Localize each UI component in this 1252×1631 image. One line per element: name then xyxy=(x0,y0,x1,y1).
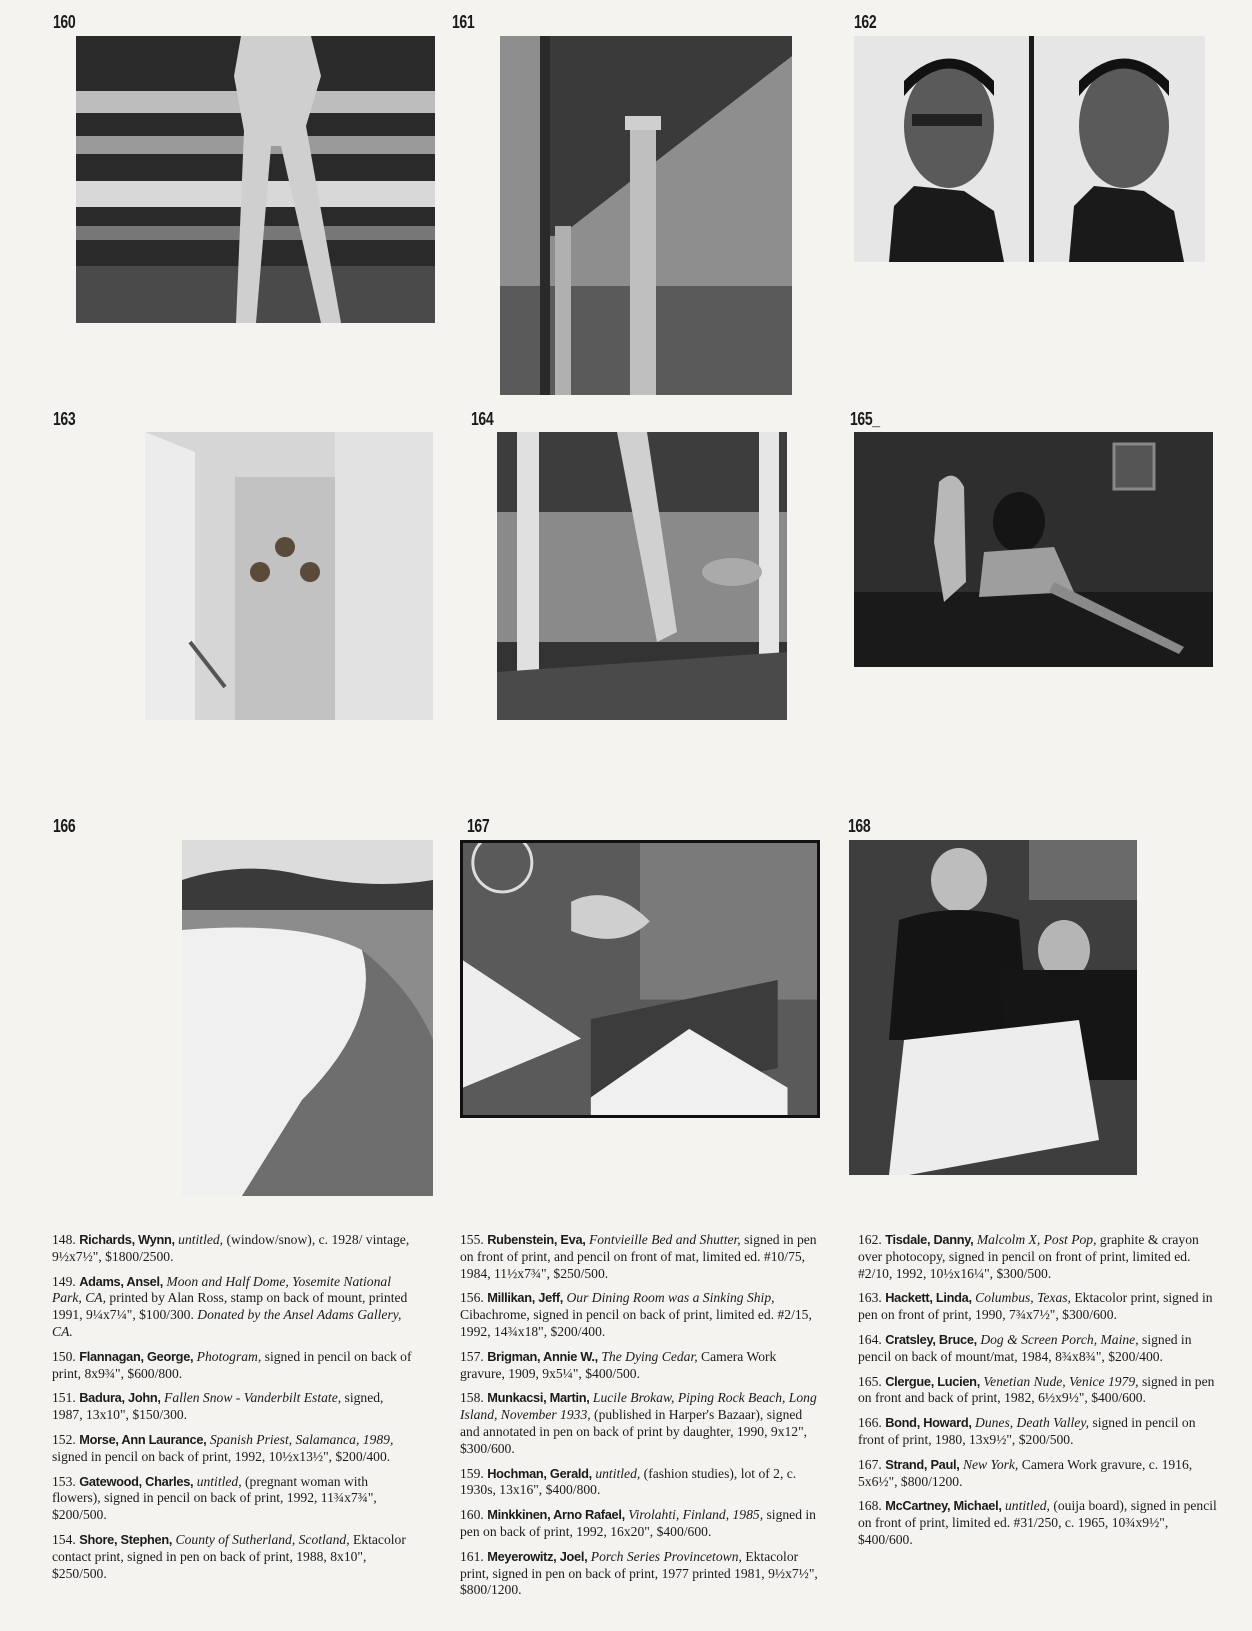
lot-entry: 164. Cratsley, Bruce, Dog & Screen Porch, Maine, signed in pencil on back of mount/mat, 1984, 8¾x8¾", $200/400. xyxy=(858,1331,1192,1364)
lot-entry: 165. Clergue, Lucien, Venetian Nude, Venice 1979, signed in pen on front and back of print, 1982, 6½x9½", $400/600. xyxy=(858,1373,1215,1406)
lot-number-162: 162 xyxy=(854,12,877,32)
lot-entry: 158. Munkacsi, Martin, Lucile Brokaw, Piping Rock Beach, Long Island, November 1933, (published in Harper's Bazaar), signed and annotated in pen on back of print by daughter, 1990, 9x12", $300/600. xyxy=(460,1390,817,1456)
lot-entry: 150. Flannagan, George, Photogram, signed in pencil on back of print, 8x9¾", $600/800. xyxy=(52,1348,412,1381)
lot-entry: 168. McCartney, Michael, untitled, (ouija board), signed in pencil on front of print, limited ed. #31/250, c. 1965, 10¾x9½", $400/600. xyxy=(858,1498,1217,1547)
lot-entry: 148. Richards, Wynn, untitled, (window/snow), c. 1928/ vintage, 9½x7½", $1800/2500. xyxy=(52,1232,410,1264)
lot-entry: 154. Shore, Stephen, County of Sutherland, Scotland, Ektacolor contact print, signed in pen on back of print, 1988, 8x10", $250/500. xyxy=(52,1531,406,1581)
lot-entry: 157. Brigman, Annie W., The Dying Cedar, Camera Work gravure, 1909, 9x5¼", $400/500. xyxy=(460,1348,777,1381)
lot-entry: 162. Tisdale, Danny, Malcolm X, Post Pop, graphite & crayon over photocopy, signed in pencil on front of print, limited ed. #2/10, 1992, 10½x16¼", $300/500. xyxy=(858,1232,1199,1281)
screen-porch-deer-photo xyxy=(497,432,787,720)
snow-rooftop-photo xyxy=(460,840,820,1118)
lot-entry: 149. Adams, Ansel, Moon and Half Dome, Yosemite National Park, CA, printed by Alan Ross, stamp on back of mount, printed 1991, 9¼x7¼", $100/300. Donated by the Ansel Adams Gallery, CA. xyxy=(52,1273,408,1339)
two-nudes-table-photo xyxy=(854,432,1213,667)
lot-number-165: 165_ xyxy=(850,409,880,429)
lot-entry: 159. Hochman, Gerald, untitled, (fashion studies), lot of 2, c. 1930s, 13x16", $400/800. xyxy=(460,1465,797,1498)
caption-column-2 xyxy=(460,1232,820,1607)
lot-entry: 163. Hackett, Linda, Columbus, Texas, Ektacolor print, signed in pen on front of print, 1990, 7¾x7½", $300/600. xyxy=(858,1290,1213,1323)
porch-sea-photo xyxy=(500,36,792,395)
caption-column-3 xyxy=(858,1232,1218,1557)
lot-number-167: 167 xyxy=(467,816,490,836)
lot-entry: 167. Strand, Paul, New York, Camera Work gravure, c. 1916, 5x6½", $800/1200. xyxy=(858,1456,1193,1489)
nude-legs-forest-photo xyxy=(76,36,435,323)
lot-number-168: 168 xyxy=(848,816,871,836)
lot-entry: 155. Rubenstein, Eva, Fontvieille Bed and Shutter, signed in pen on front of print, and pencil on front of mat, limited ed. #10/75, 1984, 11½x7¾", $250/500. xyxy=(460,1232,817,1281)
lot-entry: 156. Millikan, Jeff, Our Dining Room was a Sinking Ship, Cibachrome, signed in pencil on back of print, limited ed. #2/15, 1992, 14¾x18", $200/400. xyxy=(460,1290,812,1339)
lot-entry: 160. Minkkinen, Arno Rafael, Virolahti, Finland, 1985, signed in pen on back of print, 1992, 16x20", $400/600. xyxy=(460,1507,816,1539)
sand-dunes-photo xyxy=(182,840,433,1196)
lot-number-166: 166 xyxy=(53,816,76,836)
hallway-antlers-photo xyxy=(145,432,433,720)
ouija-board-photo xyxy=(849,840,1137,1175)
malcolm-x-portrait-photo xyxy=(854,36,1205,262)
lot-entry: 152. Morse, Ann Laurance, Spanish Priest, Salamanca, 1989, signed in pencil on back of print, 1992, 10½x13½", $200/400. xyxy=(52,1431,394,1464)
lot-number-160: 160 xyxy=(53,12,76,32)
lot-entry: 153. Gatewood, Charles, untitled, (pregnant woman with flowers), signed in pencil on back of print, 1992, 11¾x7¾", $200/500. xyxy=(52,1473,377,1523)
lot-number-161: 161 xyxy=(452,12,475,32)
lot-entry: 151. Badura, John, Fallen Snow - Vanderbilt Estate, signed, 1987, 13x10", $150/300. xyxy=(52,1390,384,1423)
lot-entry: 166. Bond, Howard, Dunes, Death Valley, signed in pencil on front of print, 1980, 13x9½", $200/500. xyxy=(858,1415,1196,1447)
caption-column-1 xyxy=(52,1232,412,1590)
lot-number-164: 164 xyxy=(471,409,494,429)
lot-entry: 161. Meyerowitz, Joel, Porch Series Provincetown, Ektacolor print, signed in pen on back of print, 1977 printed 1981, 9½x7½", $800/1200. xyxy=(460,1548,818,1598)
lot-number-163: 163 xyxy=(53,409,76,429)
